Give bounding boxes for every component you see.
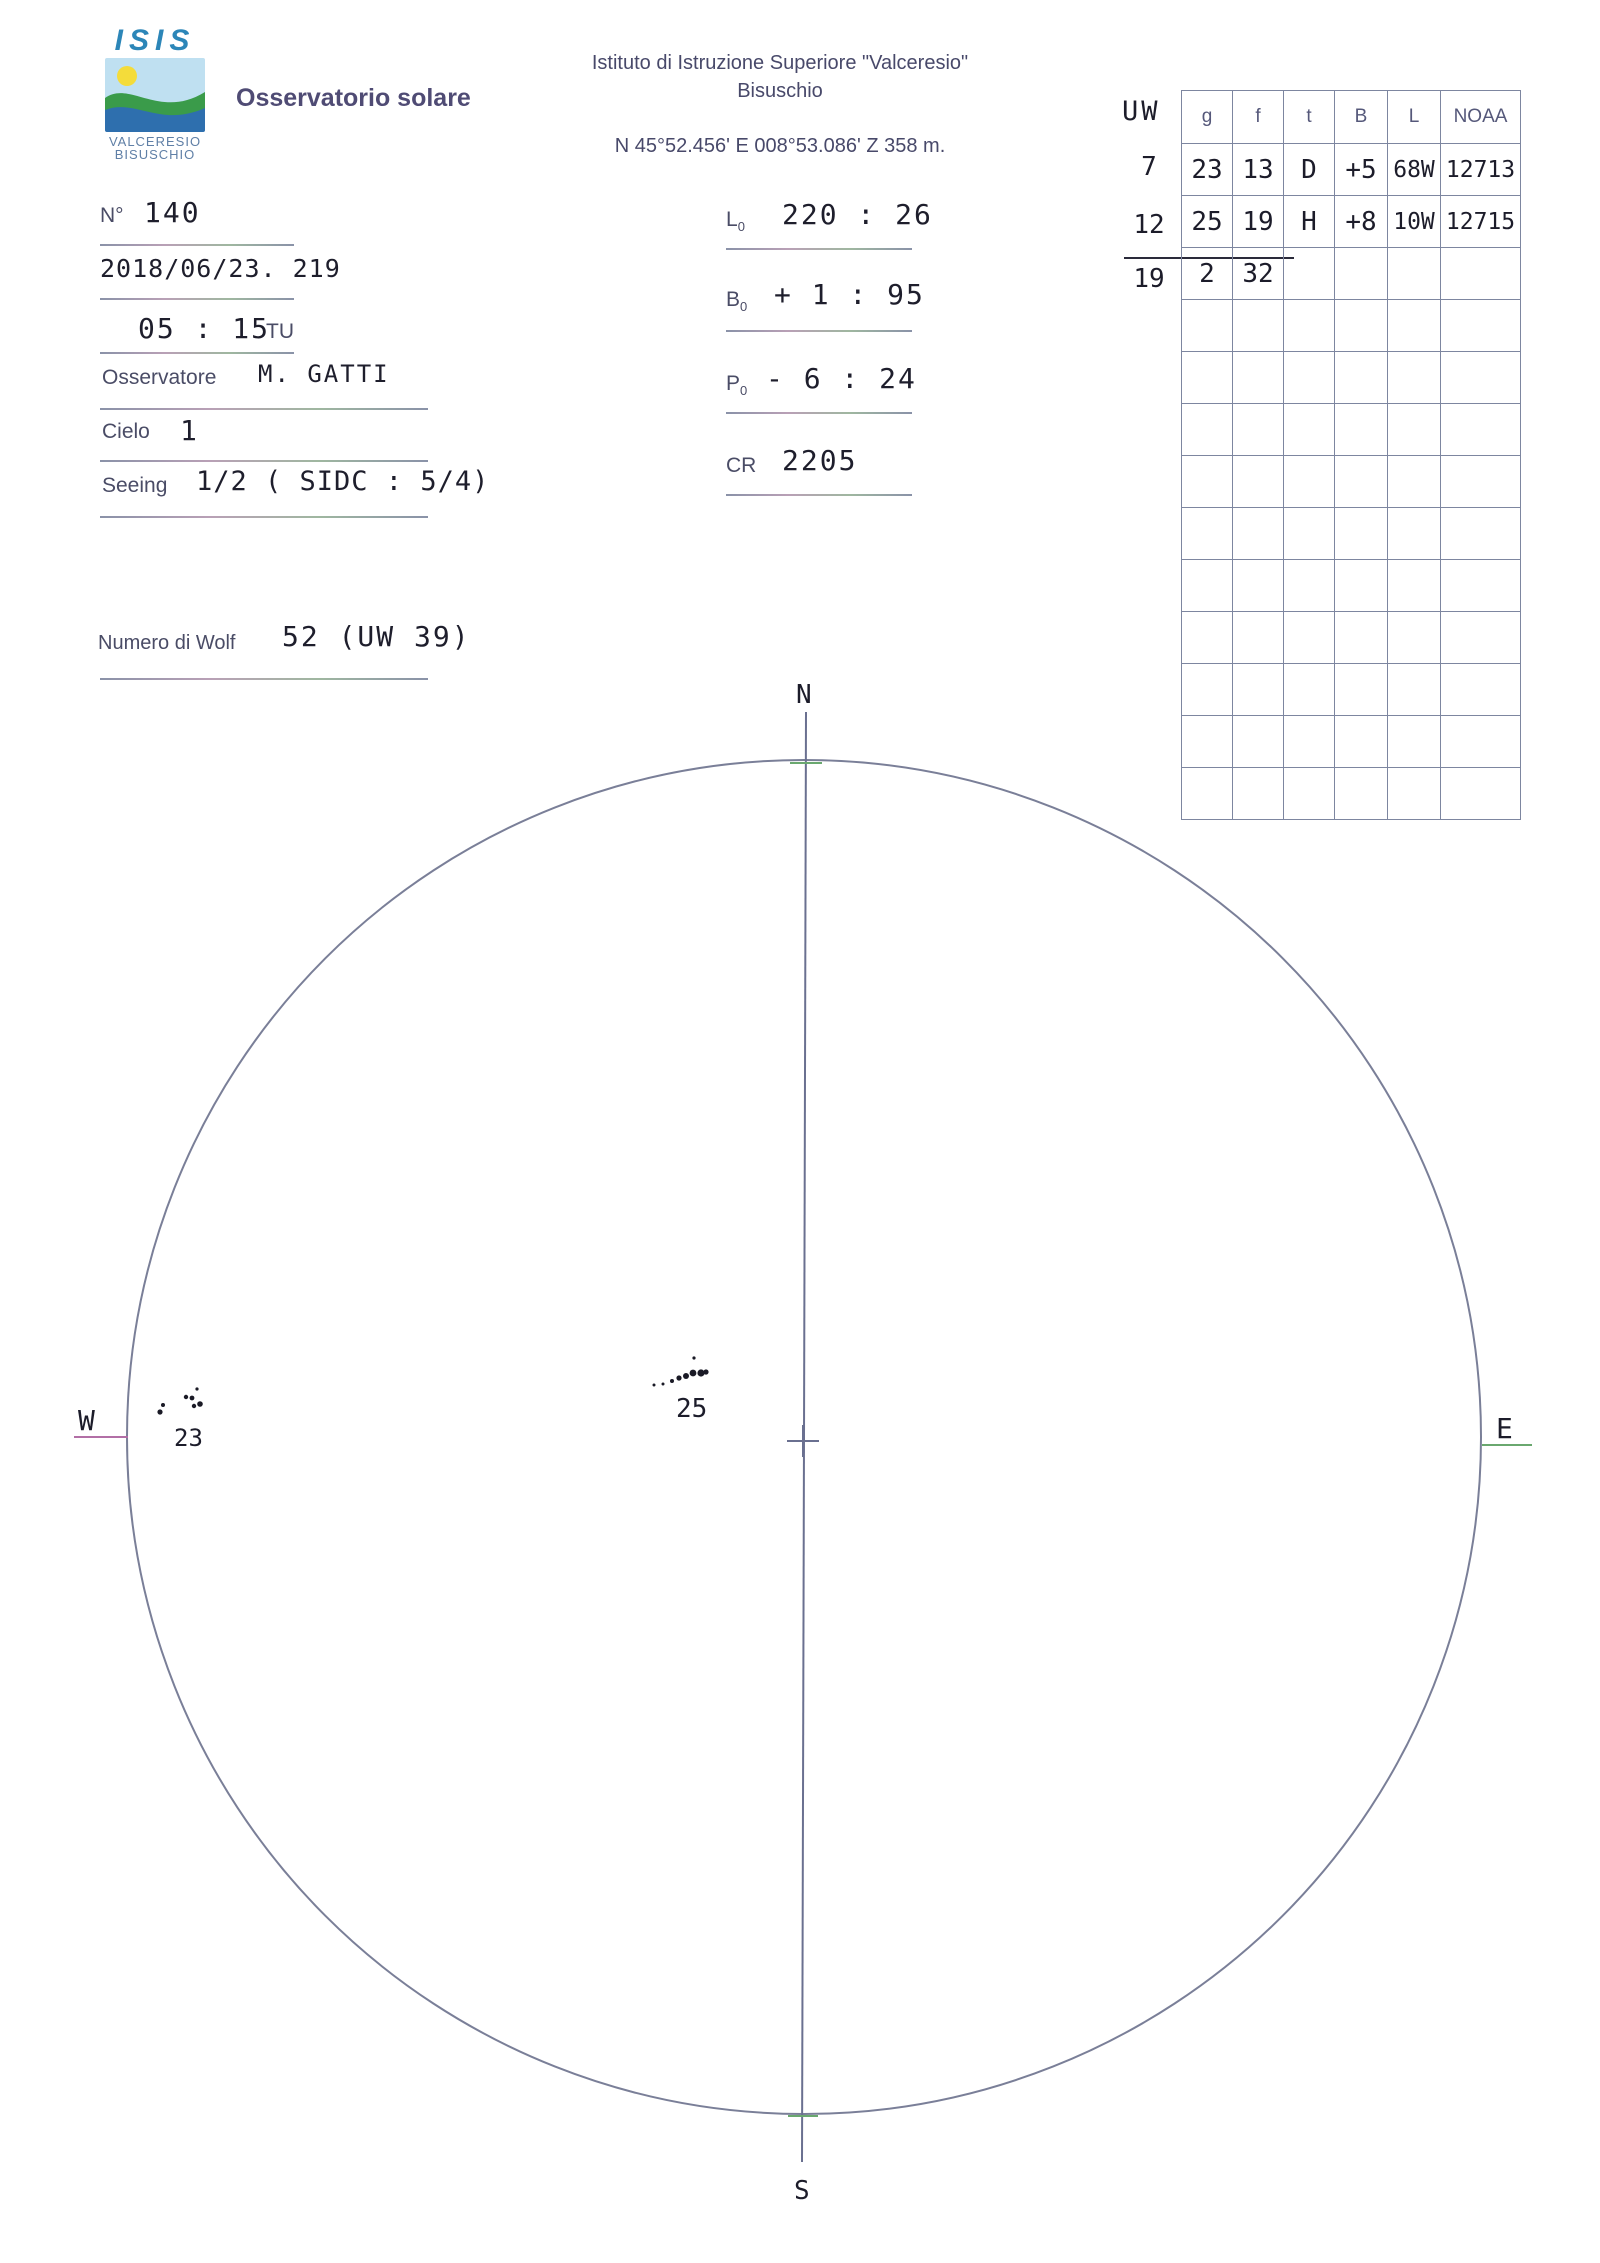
- west-label: W: [78, 1404, 95, 1437]
- east-label: E: [1496, 1412, 1513, 1445]
- sunspot: [676, 1375, 681, 1380]
- header-t: t: [1284, 91, 1335, 144]
- sunspot: [692, 1356, 695, 1359]
- sunspot: [195, 1387, 198, 1390]
- b0-value: + 1 : 95: [774, 278, 925, 311]
- sunspot: [690, 1370, 697, 1377]
- header-g: g: [1182, 91, 1233, 144]
- number-label: N°: [100, 204, 124, 227]
- b0-subscript: 0: [740, 299, 748, 315]
- cell-b: +5: [1335, 144, 1388, 196]
- logo-subtitle-2: BISUSCHIO: [114, 147, 196, 162]
- sunspot-group-23: [157, 1387, 202, 1414]
- north-label: N: [796, 680, 812, 710]
- sunspot: [161, 1403, 165, 1407]
- sky-value: 1: [180, 414, 199, 447]
- cell-noaa: 12713: [1441, 144, 1521, 196]
- cell-l: 68W: [1388, 144, 1441, 196]
- cell-g: 25: [1182, 196, 1233, 248]
- uw-value-total: 19: [1133, 264, 1165, 294]
- cell-g: 2: [1182, 248, 1233, 300]
- logo-wordmark: ISIS: [114, 24, 196, 57]
- header-l: L: [1388, 91, 1441, 144]
- p0-subscript: 0: [740, 383, 748, 399]
- cell-f: 13: [1233, 144, 1284, 196]
- sunspot: [683, 1373, 689, 1379]
- institute-town: Bisuschio: [737, 80, 823, 102]
- seeing-label: Seeing: [102, 474, 168, 497]
- time-value: 05 : 15: [138, 312, 271, 345]
- cell-b: +8: [1335, 196, 1388, 248]
- observer-label: Osservatore: [102, 366, 217, 389]
- p0-value: - 6 : 24: [766, 362, 917, 395]
- cell-g: 23: [1182, 144, 1233, 196]
- institute-name: Istituto di Istruzione Superiore "Valceresio": [591, 52, 969, 74]
- sunspot: [662, 1383, 665, 1386]
- b0-letter: B: [726, 288, 741, 311]
- sunspot: [184, 1395, 188, 1399]
- south-label: S: [794, 2176, 810, 2206]
- cr-label: CR: [726, 454, 757, 477]
- l0-subscript: 0: [737, 219, 745, 235]
- header-f: f: [1233, 91, 1284, 144]
- header-noaa: NOAA: [1441, 91, 1521, 144]
- cell-f: 32: [1233, 248, 1284, 300]
- wolf-label: Numero di Wolf: [98, 632, 236, 654]
- observer-value: M. GATTI: [258, 360, 390, 388]
- l0-value: 220 : 26: [782, 198, 933, 231]
- logo-subtitle-1: VALCERESIO: [108, 134, 202, 149]
- sunspot: [157, 1409, 162, 1414]
- sunspot: [703, 1369, 708, 1374]
- uw-header: UW: [1122, 96, 1161, 127]
- sunspot: [670, 1379, 674, 1383]
- cell-t: H: [1284, 196, 1335, 248]
- sky-label: Cielo: [102, 420, 150, 443]
- wolf-value: 52 (UW 39): [282, 620, 471, 653]
- seeing-value: 1/2 ( SIDC : 5/4): [196, 466, 490, 497]
- cell-l: 10W: [1388, 196, 1441, 248]
- date-value: 2018/06/23. 219: [100, 254, 341, 283]
- sunspot: [192, 1404, 196, 1408]
- observatory-title: Osservatorio solare: [236, 84, 471, 112]
- group-label-25: 25: [676, 1394, 708, 1424]
- site-coordinates: N 45°52.456' E 008°53.086' Z 358 m.: [614, 135, 946, 157]
- cell-t: D: [1284, 144, 1335, 196]
- cr-value: 2205: [782, 444, 858, 477]
- sunspot: [197, 1401, 203, 1407]
- cell-f: 19: [1233, 196, 1284, 248]
- cell-noaa: 12715: [1441, 196, 1521, 248]
- number-value: 140: [144, 196, 201, 229]
- sunspot: [190, 1396, 195, 1401]
- uw-value-1: 7: [1141, 152, 1157, 182]
- uw-value-2: 12: [1133, 210, 1165, 240]
- group-label-23: 23: [174, 1424, 203, 1452]
- l0-letter: L: [726, 208, 738, 231]
- header-b: B: [1335, 91, 1388, 144]
- sunspot-group-25: [653, 1356, 709, 1386]
- sunspot: [653, 1384, 656, 1387]
- sunspot: [697, 1369, 704, 1376]
- p0-letter: P: [726, 372, 741, 395]
- time-unit: TU: [266, 320, 294, 343]
